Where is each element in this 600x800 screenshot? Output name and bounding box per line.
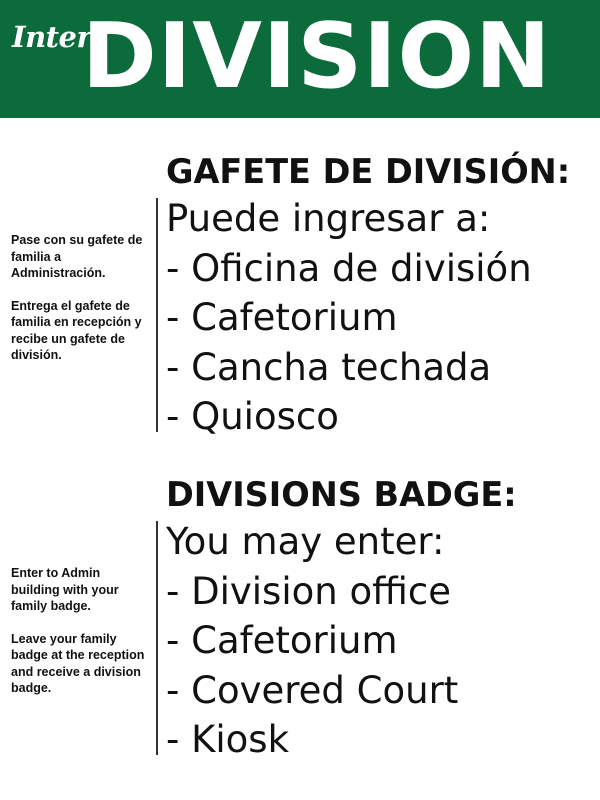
spanish-line-intro: Puede ingresar a: [166, 197, 491, 240]
spanish-heading: GAFETE DE DIVISIÓN: [166, 152, 571, 191]
english-line-cafetorium: - Cafetorium [166, 619, 398, 662]
english-access-list [166, 517, 458, 765]
english-line-kiosk: - Kiosk [166, 718, 289, 761]
english-section [0, 473, 600, 763]
english-line-covered-court: - Covered Court [166, 668, 459, 712]
banner-title: DIVISION [82, 4, 552, 109]
english-line-intro: You may enter: [166, 520, 445, 563]
spanish-access-list [166, 194, 532, 442]
english-instruction-1: Enter to Admin building with your family badge. [11, 566, 119, 613]
spanish-section [0, 150, 600, 440]
english-heading: DIVISIONS BADGE: [166, 475, 517, 514]
spanish-line-covered-court: - Cancha techada [166, 345, 492, 389]
banner-prefix: Inter [12, 20, 92, 54]
spanish-line-division-office: - Oficina de división [166, 246, 532, 290]
spanish-instructions [11, 232, 151, 380]
english-divider [156, 521, 158, 755]
header-banner [0, 0, 600, 118]
english-line-division-office: - Division office [166, 569, 451, 613]
english-instructions [11, 565, 151, 713]
spanish-line-cafetorium: - Cafetorium [166, 296, 398, 339]
spanish-line-kiosk: - Quiosco [166, 395, 339, 438]
spanish-divider [156, 198, 158, 432]
spanish-instruction-1: Pase con su gafete de familia a Administración. [11, 233, 143, 280]
english-instruction-2: Leave your family badge at the reception and receive a division badge. [11, 631, 145, 695]
spanish-instruction-2: Entrega el gafete de familia en recepción y recibe un gafete de división. [11, 298, 142, 362]
